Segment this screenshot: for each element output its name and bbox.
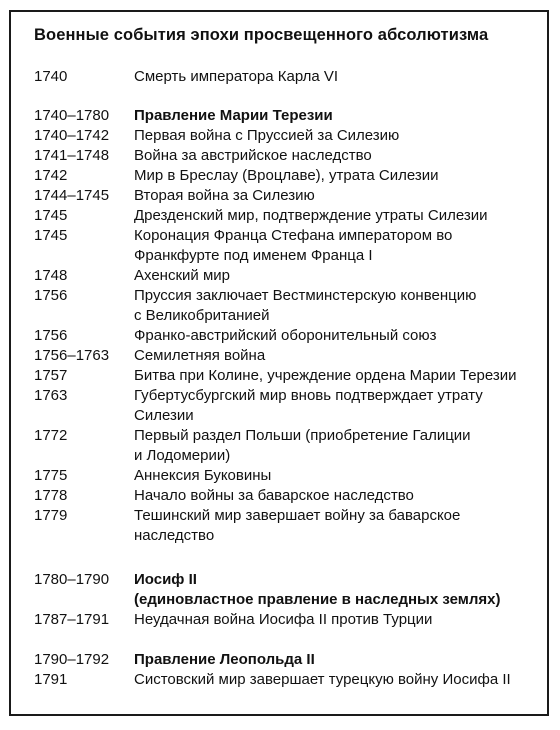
entry-year: 1744–1745 (34, 187, 110, 204)
entry-event-line: Иосиф II (134, 571, 197, 588)
entry-year: 1790–1792 (34, 651, 110, 668)
entry-event-line: Тешинский мир завершает войну за баварское (134, 507, 461, 524)
entry-event (134, 670, 534, 690)
entry-event-line: Аннексия Буковины (134, 467, 272, 484)
entry-event (134, 486, 534, 506)
entry-event-line: с Великобританией (134, 307, 270, 324)
entry-event-line: Губертусбургский мир вновь подтверждает утрату (134, 387, 483, 404)
entry-event-line: Семилетняя война (134, 347, 266, 364)
entry-year: 1740 (34, 68, 68, 85)
entry-year: 1763 (34, 387, 68, 404)
entry-event-line: Битва при Колине, учреждение ордена Марии Терезии (134, 367, 517, 384)
entry-event-line: и Лодомерии) (134, 447, 231, 464)
entry-event (134, 146, 534, 166)
entry-event (134, 226, 534, 266)
entry-event (134, 286, 534, 326)
entry-event-line: (единовластное правление в наследных землях) (134, 591, 501, 608)
entry-event (134, 166, 534, 186)
entry-event-line: Систовский мир завершает турецкую войну Иосифа II (134, 671, 511, 688)
entry-event (134, 570, 534, 610)
entry-event-line: Первая война с Пруссией за Силезию (134, 127, 400, 144)
entry-event (134, 506, 534, 546)
entry-year: 1740–1780 (34, 107, 110, 124)
entry-event-line: наследство (134, 527, 215, 544)
entry-year: 1772 (34, 427, 68, 444)
entry-event (134, 206, 534, 226)
entry-event (134, 126, 534, 146)
entry-event (134, 650, 534, 670)
entry-year: 1748 (34, 267, 68, 284)
entry-event (134, 186, 534, 206)
entry-event (134, 386, 534, 426)
entry-event (134, 366, 534, 386)
entry-event-line: Правление Леопольда II (134, 651, 315, 668)
entry-event (134, 106, 534, 126)
entry-event-line: Правление Марии Терезии (134, 107, 333, 124)
entry-event-line: Коронация Франца Стефана императором во (134, 227, 453, 244)
entry-year: 1778 (34, 487, 68, 504)
entry-event-line: Война за австрийское наследство (134, 147, 372, 164)
entry-event-line: Начало войны за баварское наследство (134, 487, 414, 504)
entry-event-line: Дрезденский мир, подтверждение утраты Силезии (134, 207, 488, 224)
entry-event-line: Ахенский мир (134, 267, 230, 284)
entry-event (134, 610, 534, 630)
entry-year: 1741–1748 (34, 147, 110, 164)
entry-event (134, 326, 534, 346)
entry-event-line: Первый раздел Польши (приобретение Галиции (134, 427, 471, 444)
entry-event-line: Пруссия заключает Вестминстерскую конвенцию (134, 287, 477, 304)
entry-event-line: Смерть императора Карла VI (134, 68, 339, 85)
entry-year: 1791 (34, 671, 68, 688)
entry-event (134, 67, 534, 87)
entry-year: 1780–1790 (34, 571, 110, 588)
entry-event-line: Неудачная война Иосифа II против Турции (134, 611, 433, 628)
entry-year: 1787–1791 (34, 611, 110, 628)
entry-event (134, 266, 534, 286)
entry-event (134, 346, 534, 366)
entry-year: 1756 (34, 287, 68, 304)
entry-event (134, 426, 534, 466)
entry-year: 1745 (34, 227, 68, 244)
entry-year: 1775 (34, 467, 68, 484)
entry-event-line: Вторая война за Силезию (134, 187, 315, 204)
entry-year: 1756–1763 (34, 347, 110, 364)
entry-year: 1779 (34, 507, 68, 524)
entry-year: 1757 (34, 367, 68, 384)
entry-event-line: Мир в Бреслау (Вроцлаве), утрата Силезии (134, 167, 439, 184)
page-title: Военные события эпохи просвещенного абсолютизма (34, 26, 489, 44)
entry-event-line: Франкфурте под именем Франца I (134, 247, 373, 264)
entry-event-line: Силезии (134, 407, 194, 424)
entry-year: 1756 (34, 327, 68, 344)
entry-event-line: Франко-австрийский оборонительный союз (134, 327, 437, 344)
entry-year: 1745 (34, 207, 68, 224)
entry-year: 1740–1742 (34, 127, 110, 144)
entry-year: 1742 (34, 167, 68, 184)
entry-event (134, 466, 534, 486)
